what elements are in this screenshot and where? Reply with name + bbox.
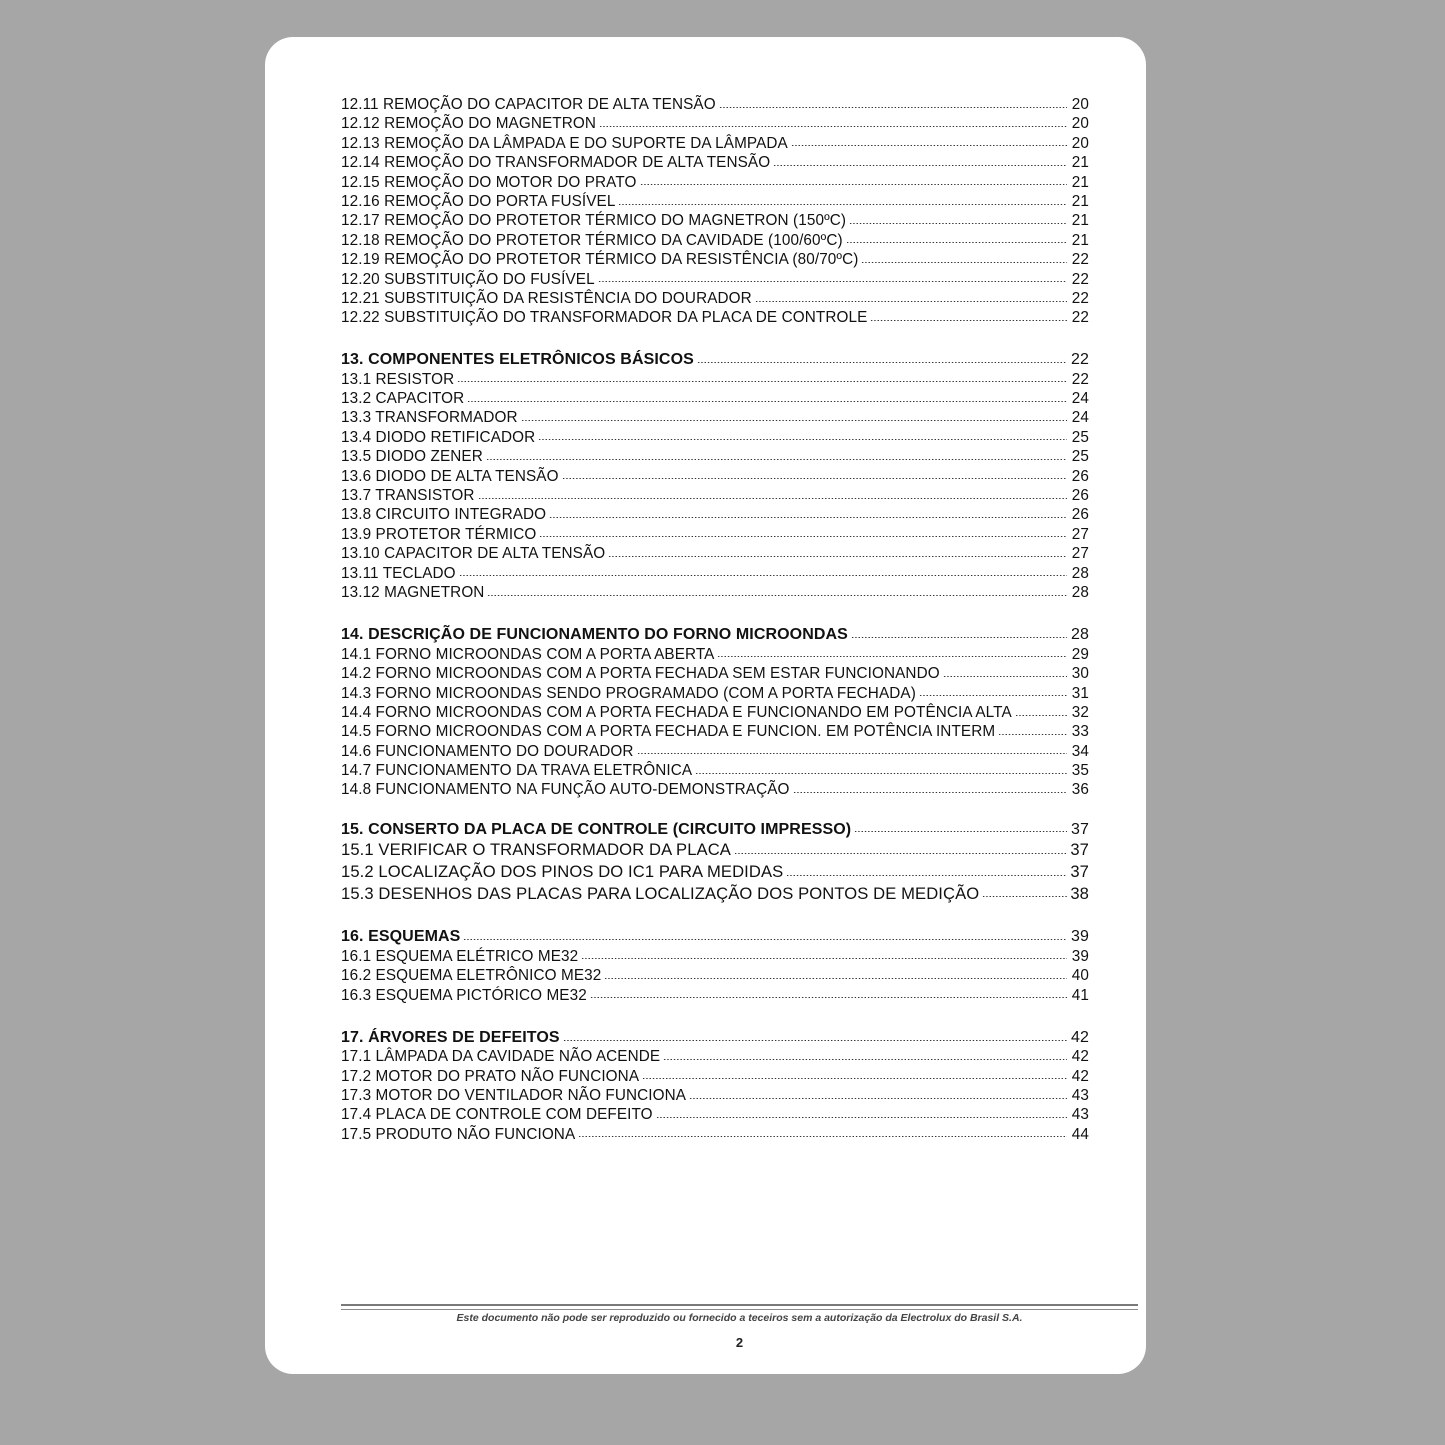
toc-entry[interactable] — [341, 250, 1089, 269]
toc-entry-label: 14.1 FORNO MICROONDAS COM A PORTA ABERTA — [341, 645, 715, 663]
toc-entry-page: 35 — [1071, 762, 1089, 780]
toc-section-title: 17. ÁRVORES DE DEFEITOS — [341, 1028, 560, 1046]
dot-leader — [521, 410, 1067, 422]
dot-leader — [578, 1127, 1067, 1139]
toc-entry[interactable] — [341, 583, 1089, 602]
dot-leader — [854, 822, 1067, 834]
toc-entry-page: 32 — [1071, 703, 1089, 721]
toc-entry-page: 29 — [1071, 645, 1089, 663]
dot-leader — [463, 929, 1067, 941]
toc-entry-label: 12.16 REMOÇÃO DO PORTA FUSÍVEL — [341, 192, 616, 210]
toc-entry[interactable] — [341, 1125, 1089, 1144]
dot-leader — [539, 527, 1067, 539]
dot-leader — [604, 968, 1067, 980]
toc-entry[interactable] — [341, 839, 1089, 861]
toc-section-heading[interactable] — [341, 625, 1089, 644]
document-page — [265, 37, 1146, 1374]
dot-leader — [656, 1107, 1067, 1119]
toc-entry-label: 14.5 FORNO MICROONDAS COM A PORTA FECHADA E FUNCION. EM POTÊNCIA INTERM — [341, 723, 996, 741]
toc-entry[interactable] — [341, 486, 1089, 505]
toc-entry[interactable] — [341, 467, 1089, 486]
toc-entry[interactable] — [341, 270, 1089, 289]
toc-entry-page: 25 — [1071, 428, 1089, 446]
toc-entry-label: 12.12 REMOÇÃO DO MAGNETRON — [341, 115, 597, 133]
toc-entry-page: 43 — [1071, 1106, 1089, 1124]
toc-section-heading[interactable] — [341, 350, 1089, 369]
toc-entry[interactable] — [341, 408, 1089, 427]
dot-leader — [846, 233, 1067, 245]
dot-leader — [861, 252, 1067, 264]
toc-entry-page: 20 — [1071, 115, 1089, 133]
dot-leader — [563, 1030, 1067, 1042]
toc-entry-label: 17.2 MOTOR DO PRATO NÃO FUNCIONA — [341, 1067, 640, 1085]
toc-entry-page: 30 — [1071, 665, 1089, 683]
toc-entry[interactable] — [341, 134, 1089, 153]
toc-entry[interactable] — [341, 664, 1089, 683]
toc-entry-label: 14.4 FORNO MICROONDAS COM A PORTA FECHADA E FUNCIONANDO EM POTÊNCIA ALTA — [341, 703, 1012, 721]
toc-entry-label: 13.4 DIODO RETIFICADOR — [341, 428, 536, 446]
dot-leader — [695, 763, 1067, 775]
dot-leader — [919, 686, 1067, 698]
toc-entry-label: 12.15 REMOÇÃO DO MOTOR DO PRATO — [341, 173, 637, 191]
toc-entry-page: 21 — [1071, 231, 1089, 249]
toc-entry-label: 12.20 SUBSTITUIÇÃO DO FUSÍVEL — [341, 270, 595, 288]
toc-entry[interactable] — [341, 861, 1089, 883]
toc-section-page: 37 — [1071, 820, 1089, 838]
toc-entry[interactable] — [341, 505, 1089, 524]
toc-entry[interactable] — [341, 564, 1089, 583]
dot-leader — [998, 724, 1067, 736]
toc-entry-page: 21 — [1071, 212, 1089, 230]
dot-leader — [487, 585, 1067, 597]
toc-entry-page: 25 — [1071, 448, 1089, 466]
toc-entry-page: 24 — [1071, 409, 1089, 427]
spacer — [341, 1005, 1089, 1028]
footer-divider — [341, 1309, 1138, 1310]
dot-leader — [755, 291, 1067, 303]
dot-leader — [590, 988, 1067, 1000]
toc-entry-page: 21 — [1071, 154, 1089, 172]
toc-entry-page: 40 — [1071, 967, 1089, 985]
toc-entry[interactable] — [341, 389, 1089, 408]
toc-section-heading[interactable] — [341, 927, 1089, 946]
dot-leader — [734, 843, 1067, 855]
toc-entry-label: 13.3 TRANSFORMADOR — [341, 409, 518, 427]
toc-entry-page: 26 — [1071, 487, 1089, 505]
toc-entry[interactable] — [341, 231, 1089, 250]
toc-entry[interactable] — [341, 966, 1089, 985]
toc-entry-page: 41 — [1071, 986, 1089, 1004]
page-number: 2 — [735, 1335, 744, 1350]
toc-entry-label: 13.8 CIRCUITO INTEGRADO — [341, 506, 547, 524]
toc-entry[interactable] — [341, 525, 1089, 544]
toc-section-page: 39 — [1071, 928, 1089, 946]
toc-entry-label: 14.6 FUNCIONAMENTO DO DOURADOR — [341, 742, 634, 760]
spacer — [341, 328, 1089, 351]
toc-entry-page: 36 — [1071, 781, 1089, 799]
toc-entry-label: 16.2 ESQUEMA ELETRÔNICO ME32 — [341, 967, 602, 985]
toc-entry[interactable] — [341, 645, 1089, 664]
toc-entry[interactable] — [341, 192, 1089, 211]
toc-entry-label: 12.14 REMOÇÃO DO TRANSFORMADOR DE ALTA TENSÃO — [341, 154, 771, 172]
toc-entry-label: 17.3 MOTOR DO VENTILADOR NÃO FUNCIONA — [341, 1087, 687, 1105]
spacer — [341, 800, 1089, 820]
toc-entry-label: 15.2 LOCALIZAÇÃO DOS PINOS DO IC1 PARA MEDIDAS — [341, 861, 784, 881]
toc-entry-label: 12.11 REMOÇÃO DO CAPACITOR DE ALTA TENSÃO — [341, 96, 716, 113]
dot-leader — [663, 1049, 1067, 1061]
spacer — [341, 904, 1089, 927]
toc-entry-label: 13.11 TECLADO — [341, 564, 456, 582]
toc-entry-page: 26 — [1071, 467, 1089, 485]
toc-entry[interactable] — [341, 684, 1089, 703]
dot-leader — [849, 213, 1067, 225]
toc-entry-page: 22 — [1071, 289, 1089, 307]
toc-entry-page: 42 — [1071, 1067, 1089, 1085]
toc-entry-page: 22 — [1071, 370, 1089, 388]
toc-entry-page: 43 — [1071, 1087, 1089, 1105]
toc-entry-page: 20 — [1071, 96, 1089, 113]
dot-leader — [581, 949, 1067, 961]
toc-entry-label: 13.10 CAPACITOR DE ALTA TENSÃO — [341, 545, 606, 563]
dot-leader — [1015, 705, 1067, 717]
toc-entry[interactable] — [341, 761, 1089, 780]
toc-entry-label: 16.1 ESQUEMA ELÉTRICO ME32 — [341, 947, 579, 965]
toc-entry-page: 20 — [1071, 134, 1089, 152]
toc-entry-page: 27 — [1071, 525, 1089, 543]
dot-leader — [538, 430, 1067, 442]
dot-leader — [608, 546, 1067, 558]
toc-entry-label: 12.21 SUBSTITUIÇÃO DA RESISTÊNCIA DO DOURADOR — [341, 289, 752, 307]
toc-entry[interactable] — [341, 1105, 1089, 1124]
toc-entry[interactable] — [341, 986, 1089, 1005]
dot-leader — [773, 155, 1067, 167]
dot-leader — [719, 97, 1067, 109]
dot-leader — [943, 666, 1067, 678]
dot-leader — [598, 272, 1067, 284]
toc-entry[interactable] — [341, 428, 1089, 447]
toc-entry-page: 28 — [1071, 583, 1089, 601]
toc-entry[interactable] — [341, 883, 1089, 905]
dot-leader — [618, 194, 1067, 206]
toc-entry-page: 22 — [1071, 309, 1089, 327]
dot-leader — [851, 627, 1067, 639]
toc-entry-page: 31 — [1071, 684, 1089, 702]
dot-leader — [637, 744, 1067, 756]
dot-leader — [697, 352, 1067, 364]
toc-entry[interactable] — [341, 722, 1089, 741]
toc-entry-page: 26 — [1071, 506, 1089, 524]
toc-entry[interactable] — [341, 95, 1089, 114]
dot-leader — [791, 136, 1067, 148]
toc-entry-label: 12.17 REMOÇÃO DO PROTETOR TÉRMICO DO MAGNETRON (150ºC) — [341, 212, 847, 230]
toc-entry-label: 13.12 MAGNETRON — [341, 583, 485, 601]
toc-entry-page: 39 — [1071, 947, 1089, 965]
toc-entry-page: 34 — [1071, 742, 1089, 760]
toc-entry[interactable] — [341, 173, 1089, 192]
toc-section-title: 14. DESCRIÇÃO DE FUNCIONAMENTO DO FORNO MICROONDAS — [341, 626, 848, 644]
toc-entry-label: 14.8 FUNCIONAMENTO NA FUNÇÃO AUTO-DEMONSTRAÇÃO — [341, 781, 790, 799]
toc-entry[interactable] — [341, 703, 1089, 722]
toc-entry-label: 17.1 LÂMPADA DA CAVIDADE NÃO ACENDE — [341, 1048, 661, 1066]
dot-leader — [478, 488, 1067, 500]
toc-entry-page: 37 — [1070, 840, 1089, 860]
toc-entry-label: 13.6 DIODO DE ALTA TENSÃO — [341, 467, 559, 485]
dot-leader — [689, 1088, 1067, 1100]
toc-section-title: 15. CONSERTO DA PLACA DE CONTROLE (CIRCUITO IMPRESSO) — [341, 820, 852, 838]
toc-entry[interactable] — [341, 308, 1089, 327]
dot-leader — [486, 449, 1067, 461]
toc-entry-label: 12.13 REMOÇÃO DA LÂMPADA E DO SUPORTE DA LÂMPADA — [341, 134, 788, 152]
dot-leader — [786, 865, 1067, 877]
toc-entry-page: 22 — [1071, 251, 1089, 269]
dot-leader — [467, 391, 1067, 403]
toc-entry-page: 28 — [1071, 564, 1089, 582]
footer-notice: Este documento não pode ser reproduzido ou fornecido a teceiros sem a autorização da Electrolux do Brasil S.A. — [456, 1312, 1023, 1324]
toc-entry-label: 14.7 FUNCIONAMENTO DA TRAVA ELETRÔNICA — [341, 762, 693, 780]
toc-section-heading[interactable] — [341, 820, 1089, 839]
toc-entry[interactable] — [341, 780, 1089, 799]
toc-entry-label: 13.2 CAPACITOR — [341, 390, 465, 408]
toc-entry-label: 13.9 PROTETOR TÉRMICO — [341, 525, 537, 543]
toc-entry[interactable] — [341, 947, 1089, 966]
toc-entry-label: 13.1 RESISTOR — [341, 370, 455, 388]
dot-leader — [457, 372, 1067, 384]
dot-leader — [562, 469, 1067, 481]
toc-entry[interactable] — [341, 1047, 1089, 1066]
toc-section-heading[interactable] — [341, 1028, 1089, 1047]
spacer — [341, 602, 1089, 625]
toc-entry-label: 13.7 TRANSISTOR — [341, 487, 475, 505]
toc-section-page: 42 — [1071, 1028, 1089, 1046]
toc-entry[interactable] — [341, 114, 1089, 133]
toc-entry-page: 21 — [1071, 192, 1089, 210]
dot-leader — [549, 507, 1067, 519]
toc-entry-page: 42 — [1071, 1048, 1089, 1066]
dot-leader — [599, 116, 1067, 128]
toc-entry-label: 12.19 REMOÇÃO DO PROTETOR TÉRMICO DA RESISTÊNCIA (80/70ºC) — [341, 251, 859, 269]
toc-entry-page: 21 — [1071, 173, 1089, 191]
toc-entry[interactable] — [341, 447, 1089, 466]
toc-entry[interactable] — [341, 370, 1089, 389]
toc-entry-page: 24 — [1071, 390, 1089, 408]
toc-entry-label: 17.4 PLACA DE CONTROLE COM DEFEITO — [341, 1106, 653, 1124]
toc-entry-label: 14.2 FORNO MICROONDAS COM A PORTA FECHADA SEM ESTAR FUNCIONANDO — [341, 665, 940, 683]
table-of-contents — [341, 95, 1089, 1144]
dot-leader — [870, 310, 1067, 322]
dot-leader — [982, 887, 1067, 899]
dot-leader — [642, 1069, 1067, 1081]
toc-entry-page: 37 — [1070, 861, 1089, 881]
toc-entry-label: 13.5 DIODO ZENER — [341, 448, 483, 466]
footer-divider — [341, 1304, 1138, 1306]
toc-entry[interactable] — [341, 289, 1089, 308]
toc-entry-page: 44 — [1071, 1125, 1089, 1143]
toc-entry[interactable] — [341, 211, 1089, 230]
toc-section-page: 28 — [1071, 626, 1089, 644]
dot-leader — [640, 175, 1068, 187]
toc-entry-label: 14.3 FORNO MICROONDAS SENDO PROGRAMADO (COM A PORTA FECHADA) — [341, 684, 916, 702]
toc-entry-page: 27 — [1071, 545, 1089, 563]
toc-section-title: 16. ESQUEMAS — [341, 928, 461, 946]
toc-entry[interactable] — [341, 1086, 1089, 1105]
toc-entry[interactable] — [341, 153, 1089, 172]
toc-section-title: 13. COMPONENTES ELETRÔNICOS BÁSICOS — [341, 351, 694, 369]
toc-entry-label: 15.1 VERIFICAR O TRANSFORMADOR DA PLACA — [341, 840, 731, 860]
toc-entry-label: 15.3 DESENHOS DAS PLACAS PARA LOCALIZAÇÃO DOS PONTOS DE MEDIÇÃO — [341, 883, 980, 903]
toc-entry-label: 16.3 ESQUEMA PICTÓRICO ME32 — [341, 986, 587, 1004]
dot-leader — [459, 566, 1067, 578]
toc-entry-page: 33 — [1071, 723, 1089, 741]
toc-entry[interactable] — [341, 742, 1089, 761]
toc-entry-label: 12.22 SUBSTITUIÇÃO DO TRANSFORMADOR DA PLACA DE CONTROLE — [341, 309, 868, 327]
toc-entry-page: 38 — [1070, 883, 1089, 903]
toc-entry[interactable] — [341, 1067, 1089, 1086]
toc-section-page: 22 — [1071, 351, 1089, 369]
toc-entry[interactable] — [341, 544, 1089, 563]
toc-entry-label: 12.18 REMOÇÃO DO PROTETOR TÉRMICO DA CAVIDADE (100/60ºC) — [341, 231, 843, 249]
toc-entry-page: 22 — [1071, 270, 1089, 288]
toc-entry-label: 17.5 PRODUTO NÃO FUNCIONA — [341, 1125, 576, 1143]
dot-leader — [717, 647, 1067, 659]
dot-leader — [793, 782, 1067, 794]
